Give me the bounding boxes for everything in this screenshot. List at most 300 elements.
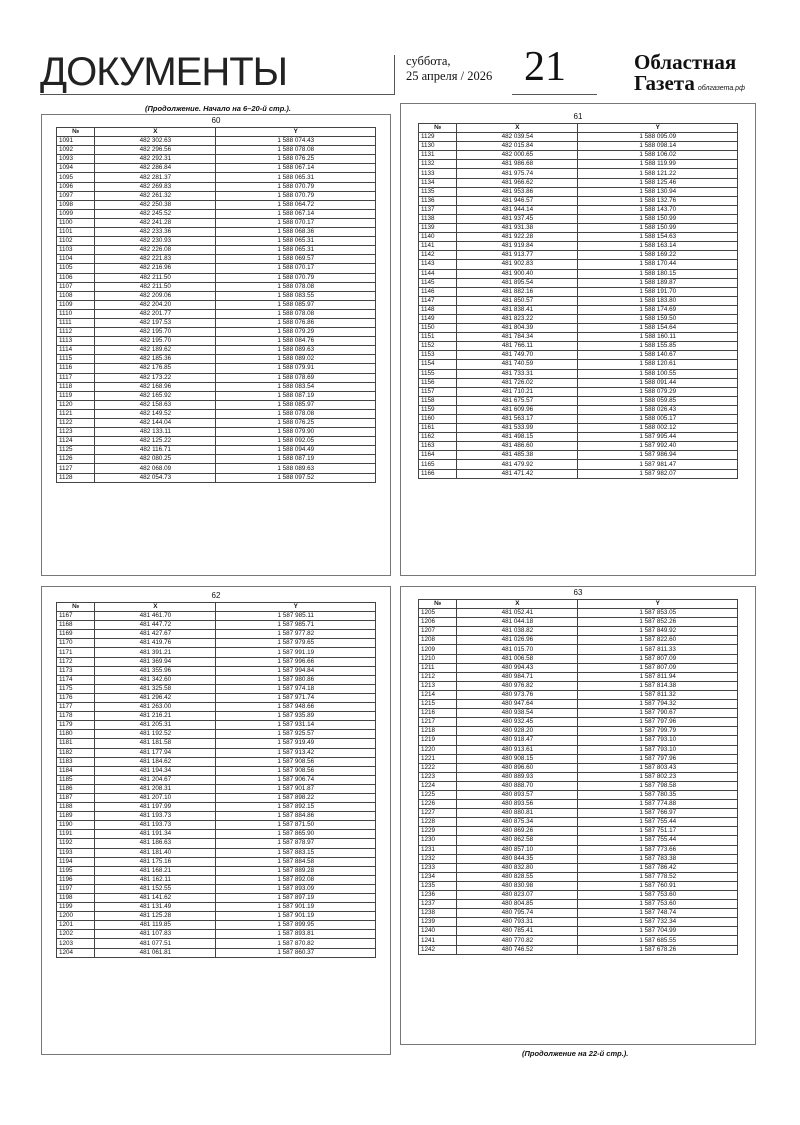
point-number-cell: 1168 xyxy=(57,621,95,630)
table-row xyxy=(57,857,376,866)
point-number-cell: 1224 xyxy=(419,781,457,790)
table-row xyxy=(419,800,738,809)
table-row xyxy=(419,927,738,936)
table-row xyxy=(57,382,376,391)
y-coordinate-cell: 1 587 908.56 xyxy=(216,757,376,766)
table-row xyxy=(419,342,738,351)
point-number-cell: 1196 xyxy=(57,875,95,884)
x-coordinate-cell: 481 026.96 xyxy=(457,636,578,645)
table-panel-62 xyxy=(41,586,391,1055)
table-row xyxy=(419,169,738,178)
point-number-cell: 1093 xyxy=(57,155,95,164)
point-number-cell: 1235 xyxy=(419,881,457,890)
x-coordinate-cell: 481 193.73 xyxy=(95,812,216,821)
table-row xyxy=(57,639,376,648)
x-coordinate-cell: 481 609.96 xyxy=(457,405,578,414)
point-number-cell: 1097 xyxy=(57,191,95,200)
y-coordinate-cell: 1 588 089.63 xyxy=(216,464,376,473)
x-coordinate-cell: 481 263.00 xyxy=(95,703,216,712)
y-coordinate-cell: 1 587 760.91 xyxy=(578,881,738,890)
point-number-cell: 1115 xyxy=(57,355,95,364)
x-coordinate-cell: 482 281.37 xyxy=(95,173,216,182)
y-coordinate-cell: 1 588 160.11 xyxy=(578,333,738,342)
section-title: ДОКУМЕНТЫ xyxy=(40,50,288,94)
x-coordinate-cell: 482 241.28 xyxy=(95,218,216,227)
point-number-cell: 1172 xyxy=(57,657,95,666)
column-header: № xyxy=(57,128,95,137)
x-coordinate-cell: 480 938.54 xyxy=(457,709,578,718)
y-coordinate-cell: 1 587 773.66 xyxy=(578,845,738,854)
table-row xyxy=(57,209,376,218)
table-row xyxy=(57,784,376,793)
table-row xyxy=(419,142,738,151)
y-coordinate-cell: 1 587 794.32 xyxy=(578,700,738,709)
x-coordinate-cell: 481 944.14 xyxy=(457,205,578,214)
point-number-cell: 1226 xyxy=(419,800,457,809)
point-number-cell: 1214 xyxy=(419,690,457,699)
y-coordinate-cell: 1 587 755.44 xyxy=(578,818,738,827)
brand-line2: Газета xyxy=(634,71,695,95)
point-number-cell: 1160 xyxy=(419,415,457,424)
point-number-cell: 1185 xyxy=(57,775,95,784)
table-row xyxy=(57,419,376,428)
table-row xyxy=(419,818,738,827)
y-coordinate-cell: 1 587 849.92 xyxy=(578,627,738,636)
point-number-cell: 1178 xyxy=(57,712,95,721)
x-coordinate-cell: 481 168.21 xyxy=(95,866,216,875)
y-coordinate-cell: 1 587 871.50 xyxy=(216,821,376,830)
point-number-cell: 1202 xyxy=(57,930,95,939)
x-coordinate-cell: 480 862.58 xyxy=(457,836,578,845)
point-number-cell: 1174 xyxy=(57,675,95,684)
x-coordinate-cell: 482 197.53 xyxy=(95,318,216,327)
point-number-cell: 1114 xyxy=(57,346,95,355)
table-row xyxy=(419,378,738,387)
y-coordinate-cell: 1 588 078.08 xyxy=(216,309,376,318)
y-coordinate-cell: 1 587 889.28 xyxy=(216,866,376,875)
table-row xyxy=(57,473,376,482)
y-coordinate-cell: 1 587 811.33 xyxy=(578,645,738,654)
y-coordinate-cell: 1 587 901.87 xyxy=(216,784,376,793)
table-row xyxy=(57,428,376,437)
table-row xyxy=(57,630,376,639)
table-row xyxy=(57,730,376,739)
x-coordinate-cell: 481 204.67 xyxy=(95,775,216,784)
table-row xyxy=(419,187,738,196)
point-number-cell: 1221 xyxy=(419,754,457,763)
table-row xyxy=(57,821,376,830)
point-number-cell: 1171 xyxy=(57,648,95,657)
y-coordinate-cell: 1 587 807.09 xyxy=(578,663,738,672)
x-coordinate-cell: 481 162.11 xyxy=(95,875,216,884)
x-coordinate-cell: 481 119.85 xyxy=(95,921,216,930)
y-coordinate-cell: 1 588 065.31 xyxy=(216,246,376,255)
point-number-cell: 1169 xyxy=(57,630,95,639)
point-number-cell: 1176 xyxy=(57,693,95,702)
y-coordinate-cell: 1 588 067.14 xyxy=(216,164,376,173)
x-coordinate-cell: 481 784.34 xyxy=(457,333,578,342)
x-coordinate-cell: 480 880.81 xyxy=(457,809,578,818)
y-coordinate-cell: 1 587 883.15 xyxy=(216,848,376,857)
table-row xyxy=(57,884,376,893)
date: 25 апреля xyxy=(406,69,458,83)
point-number-cell: 1195 xyxy=(57,866,95,875)
x-coordinate-cell: 482 000.65 xyxy=(457,151,578,160)
x-coordinate-cell: 481 838.41 xyxy=(457,305,578,314)
table-row xyxy=(57,282,376,291)
x-coordinate-cell: 481 141.62 xyxy=(95,894,216,903)
table-row xyxy=(57,264,376,273)
table-row xyxy=(57,766,376,775)
point-number-cell: 1095 xyxy=(57,173,95,182)
y-coordinate-cell: 1 588 120.61 xyxy=(578,360,738,369)
x-coordinate-cell: 480 875.34 xyxy=(457,818,578,827)
table-row xyxy=(419,690,738,699)
point-number-cell: 1197 xyxy=(57,884,95,893)
continued-to-note: (Продолжение на 22-й стр.). xyxy=(522,1049,629,1058)
x-coordinate-cell: 481 125.28 xyxy=(95,912,216,921)
y-coordinate-cell: 1 588 076.25 xyxy=(216,155,376,164)
point-number-cell: 1217 xyxy=(419,718,457,727)
table-row xyxy=(419,415,738,424)
point-number-cell: 1116 xyxy=(57,364,95,373)
y-coordinate-cell: 1 588 070.17 xyxy=(216,264,376,273)
y-coordinate-cell: 1 587 935.89 xyxy=(216,712,376,721)
point-number-cell: 1157 xyxy=(419,387,457,396)
x-coordinate-cell: 482 292.31 xyxy=(95,155,216,164)
table-row xyxy=(419,827,738,836)
y-coordinate-cell: 1 588 150.99 xyxy=(578,224,738,233)
table-row xyxy=(419,351,738,360)
y-coordinate-cell: 1 587 853.05 xyxy=(578,609,738,618)
table-row xyxy=(57,739,376,748)
point-number-cell: 1107 xyxy=(57,282,95,291)
x-coordinate-cell: 482 216.96 xyxy=(95,264,216,273)
y-coordinate-cell: 1 587 995.44 xyxy=(578,433,738,442)
y-coordinate-cell: 1 587 797.96 xyxy=(578,718,738,727)
point-number-cell: 1147 xyxy=(419,296,457,305)
y-coordinate-cell: 1 587 822.60 xyxy=(578,636,738,645)
x-coordinate-cell: 481 175.16 xyxy=(95,857,216,866)
x-coordinate-cell: 481 197.99 xyxy=(95,803,216,812)
point-number-cell: 1170 xyxy=(57,639,95,648)
y-coordinate-cell: 1 588 069.57 xyxy=(216,255,376,264)
table-row xyxy=(57,748,376,757)
table-row xyxy=(57,173,376,182)
x-coordinate-cell: 482 116.71 xyxy=(95,446,216,455)
y-coordinate-cell: 1 588 079.91 xyxy=(216,364,376,373)
x-coordinate-cell: 481 077.51 xyxy=(95,939,216,948)
point-number-cell: 1096 xyxy=(57,182,95,191)
x-coordinate-cell: 482 209.06 xyxy=(95,291,216,300)
x-coordinate-cell: 481 296.42 xyxy=(95,693,216,702)
x-coordinate-cell: 480 918.47 xyxy=(457,736,578,745)
table-row xyxy=(419,781,738,790)
table-row xyxy=(57,364,376,373)
table-row xyxy=(57,839,376,848)
y-coordinate-cell: 1 587 755.44 xyxy=(578,836,738,845)
table-row xyxy=(419,854,738,863)
point-number-cell: 1239 xyxy=(419,918,457,927)
y-coordinate-cell: 1 588 078.08 xyxy=(216,282,376,291)
y-coordinate-cell: 1 588 076.86 xyxy=(216,318,376,327)
x-coordinate-cell: 482 158.63 xyxy=(95,400,216,409)
column-header: № xyxy=(57,603,95,612)
point-number-cell: 1104 xyxy=(57,255,95,264)
point-number-cell: 1223 xyxy=(419,772,457,781)
point-number-cell: 1183 xyxy=(57,757,95,766)
point-number-cell: 1218 xyxy=(419,727,457,736)
y-coordinate-cell: 1 587 732.34 xyxy=(578,918,738,927)
point-number-cell: 1231 xyxy=(419,845,457,854)
point-number-cell: 1156 xyxy=(419,378,457,387)
table-row xyxy=(419,909,738,918)
table-header-row xyxy=(57,603,376,612)
year: / 2026 xyxy=(457,69,493,83)
y-coordinate-cell: 1 587 780.35 xyxy=(578,790,738,799)
y-coordinate-cell: 1 587 799.79 xyxy=(578,727,738,736)
point-number-cell: 1216 xyxy=(419,709,457,718)
table-row xyxy=(419,836,738,845)
point-number-cell: 1134 xyxy=(419,178,457,187)
point-number-cell: 1227 xyxy=(419,809,457,818)
y-coordinate-cell: 1 588 130.94 xyxy=(578,187,738,196)
x-coordinate-cell: 481 369.94 xyxy=(95,657,216,666)
table-row xyxy=(57,182,376,191)
y-coordinate-cell: 1 588 078.69 xyxy=(216,373,376,382)
x-coordinate-cell: 481 953.86 xyxy=(457,187,578,196)
point-number-cell: 1091 xyxy=(57,137,95,146)
table-row xyxy=(57,391,376,400)
point-number-cell: 1132 xyxy=(419,160,457,169)
x-coordinate-cell: 482 195.70 xyxy=(95,337,216,346)
table-row xyxy=(57,612,376,621)
table-row xyxy=(57,875,376,884)
table-row xyxy=(419,645,738,654)
y-coordinate-cell: 1 587 766.97 xyxy=(578,809,738,818)
point-number-cell: 1242 xyxy=(419,945,457,954)
x-coordinate-cell: 481 192.52 xyxy=(95,730,216,739)
x-coordinate-cell: 481 900.40 xyxy=(457,269,578,278)
point-number-cell: 1137 xyxy=(419,205,457,214)
point-number-cell: 1167 xyxy=(57,612,95,621)
table-row xyxy=(419,205,738,214)
table-row xyxy=(419,178,738,187)
y-coordinate-cell: 1 588 191.70 xyxy=(578,287,738,296)
point-number-cell: 1101 xyxy=(57,228,95,237)
y-coordinate-cell: 1 587 971.74 xyxy=(216,693,376,702)
y-coordinate-cell: 1 588 074.43 xyxy=(216,137,376,146)
y-coordinate-cell: 1 588 064.72 xyxy=(216,200,376,209)
x-coordinate-cell: 481 205.31 xyxy=(95,721,216,730)
point-number-cell: 1211 xyxy=(419,663,457,672)
table-row xyxy=(57,803,376,812)
point-number-cell: 1229 xyxy=(419,827,457,836)
table-row xyxy=(57,346,376,355)
point-number-cell: 1166 xyxy=(419,469,457,478)
y-coordinate-cell: 1 587 678.26 xyxy=(578,945,738,954)
table-row xyxy=(419,663,738,672)
table-row xyxy=(57,328,376,337)
x-coordinate-cell: 481 006.58 xyxy=(457,654,578,663)
y-coordinate-cell: 1 587 798.58 xyxy=(578,781,738,790)
point-number-cell: 1191 xyxy=(57,830,95,839)
header-separator xyxy=(394,55,395,95)
point-number-cell: 1105 xyxy=(57,264,95,273)
x-coordinate-cell: 482 250.38 xyxy=(95,200,216,209)
x-coordinate-cell: 480 795.74 xyxy=(457,909,578,918)
point-number-cell: 1213 xyxy=(419,681,457,690)
point-number-cell: 1143 xyxy=(419,260,457,269)
y-coordinate-cell: 1 587 892.15 xyxy=(216,803,376,812)
point-number-cell: 1146 xyxy=(419,287,457,296)
point-number-cell: 1212 xyxy=(419,672,457,681)
y-coordinate-cell: 1 587 991.19 xyxy=(216,648,376,657)
y-coordinate-cell: 1 588 079.29 xyxy=(578,387,738,396)
table-row xyxy=(57,155,376,164)
table-row xyxy=(57,255,376,264)
coordinates-table xyxy=(418,599,738,955)
y-coordinate-cell: 1 588 143.70 xyxy=(578,205,738,214)
table-row xyxy=(57,721,376,730)
table-row xyxy=(57,309,376,318)
table-row xyxy=(57,218,376,227)
x-coordinate-cell: 482 221.83 xyxy=(95,255,216,264)
x-coordinate-cell: 481 946.57 xyxy=(457,196,578,205)
y-coordinate-cell: 1 587 908.56 xyxy=(216,766,376,775)
x-coordinate-cell: 480 857.10 xyxy=(457,845,578,854)
point-number-cell: 1151 xyxy=(419,333,457,342)
y-coordinate-cell: 1 588 002.12 xyxy=(578,424,738,433)
x-coordinate-cell: 482 245.52 xyxy=(95,209,216,218)
point-number-cell: 1136 xyxy=(419,196,457,205)
coordinates-table xyxy=(56,127,376,483)
table-header-row xyxy=(419,600,738,609)
y-coordinate-cell: 1 587 753.60 xyxy=(578,891,738,900)
table-row xyxy=(419,700,738,709)
table-row xyxy=(419,945,738,954)
x-coordinate-cell: 481 152.55 xyxy=(95,884,216,893)
x-coordinate-cell: 482 125.22 xyxy=(95,437,216,446)
y-coordinate-cell: 1 587 793.10 xyxy=(578,745,738,754)
table-row xyxy=(57,446,376,455)
x-coordinate-cell: 481 044.18 xyxy=(457,618,578,627)
y-coordinate-cell: 1 588 174.69 xyxy=(578,305,738,314)
table-row xyxy=(419,754,738,763)
column-header: Y xyxy=(578,124,738,133)
point-number-cell: 1158 xyxy=(419,396,457,405)
point-number-cell: 1233 xyxy=(419,863,457,872)
point-number-cell: 1198 xyxy=(57,894,95,903)
point-number-cell: 1103 xyxy=(57,246,95,255)
x-coordinate-cell: 481 177.94 xyxy=(95,748,216,757)
table-row xyxy=(419,433,738,442)
point-number-cell: 1126 xyxy=(57,455,95,464)
y-coordinate-cell: 1 588 070.79 xyxy=(216,182,376,191)
y-coordinate-cell: 1 587 996.66 xyxy=(216,657,376,666)
x-coordinate-cell: 480 828.55 xyxy=(457,872,578,881)
table-row xyxy=(419,618,738,627)
point-number-cell: 1110 xyxy=(57,309,95,318)
point-number-cell: 1237 xyxy=(419,900,457,909)
y-coordinate-cell: 1 587 992.40 xyxy=(578,442,738,451)
x-coordinate-cell: 482 201.77 xyxy=(95,309,216,318)
point-number-cell: 1186 xyxy=(57,784,95,793)
y-coordinate-cell: 1 588 159.50 xyxy=(578,314,738,323)
x-coordinate-cell: 481 208.31 xyxy=(95,784,216,793)
column-header: X xyxy=(95,128,216,137)
x-coordinate-cell: 480 785.41 xyxy=(457,927,578,936)
table-row xyxy=(57,812,376,821)
x-coordinate-cell: 482 195.70 xyxy=(95,328,216,337)
table-panel-60 xyxy=(41,114,391,576)
point-number-cell: 1206 xyxy=(419,618,457,627)
y-coordinate-cell: 1 587 786.42 xyxy=(578,863,738,872)
point-number-cell: 1121 xyxy=(57,409,95,418)
point-number-cell: 1138 xyxy=(419,214,457,223)
date-line xyxy=(406,69,492,84)
y-coordinate-cell: 1 587 865.90 xyxy=(216,830,376,839)
y-coordinate-cell: 1 587 901.19 xyxy=(216,903,376,912)
y-coordinate-cell: 1 587 994.84 xyxy=(216,666,376,675)
table-row xyxy=(419,314,738,323)
point-number-cell: 1122 xyxy=(57,419,95,428)
y-coordinate-cell: 1 587 814.38 xyxy=(578,681,738,690)
table-row xyxy=(419,242,738,251)
y-coordinate-cell: 1 588 091.44 xyxy=(578,378,738,387)
point-number-cell: 1094 xyxy=(57,164,95,173)
point-number-cell: 1230 xyxy=(419,836,457,845)
x-coordinate-cell: 481 895.54 xyxy=(457,278,578,287)
page-number-rule xyxy=(512,94,597,95)
x-coordinate-cell: 481 823.22 xyxy=(457,314,578,323)
y-coordinate-cell: 1 588 154.64 xyxy=(578,324,738,333)
y-coordinate-cell: 1 587 919.49 xyxy=(216,739,376,748)
y-coordinate-cell: 1 588 089.63 xyxy=(216,346,376,355)
point-number-cell: 1192 xyxy=(57,839,95,848)
x-coordinate-cell: 482 173.22 xyxy=(95,373,216,382)
x-coordinate-cell: 480 844.35 xyxy=(457,854,578,863)
y-coordinate-cell: 1 587 685.55 xyxy=(578,936,738,945)
brand-line1: Областная xyxy=(634,50,737,74)
table-row xyxy=(419,845,738,854)
point-number-cell: 1140 xyxy=(419,233,457,242)
table-row xyxy=(57,318,376,327)
y-coordinate-cell: 1 587 913.42 xyxy=(216,748,376,757)
point-number-cell: 1228 xyxy=(419,818,457,827)
table-row xyxy=(419,809,738,818)
point-number-cell: 1152 xyxy=(419,342,457,351)
newspaper-logo xyxy=(634,52,745,99)
y-coordinate-cell: 1 588 170.44 xyxy=(578,260,738,269)
table-title: 61 xyxy=(573,112,583,121)
column-header: Y xyxy=(578,600,738,609)
table-row xyxy=(419,151,738,160)
x-coordinate-cell: 482 269.83 xyxy=(95,182,216,191)
table-row xyxy=(57,400,376,409)
y-coordinate-cell: 1 587 979.65 xyxy=(216,639,376,648)
point-number-cell: 1148 xyxy=(419,305,457,314)
point-number-cell: 1219 xyxy=(419,736,457,745)
x-coordinate-cell: 480 832.80 xyxy=(457,863,578,872)
table-row xyxy=(57,409,376,418)
table-row xyxy=(419,872,738,881)
table-row xyxy=(419,763,738,772)
point-number-cell: 1127 xyxy=(57,464,95,473)
table-row xyxy=(57,866,376,875)
point-number-cell: 1190 xyxy=(57,821,95,830)
column-header: № xyxy=(419,124,457,133)
